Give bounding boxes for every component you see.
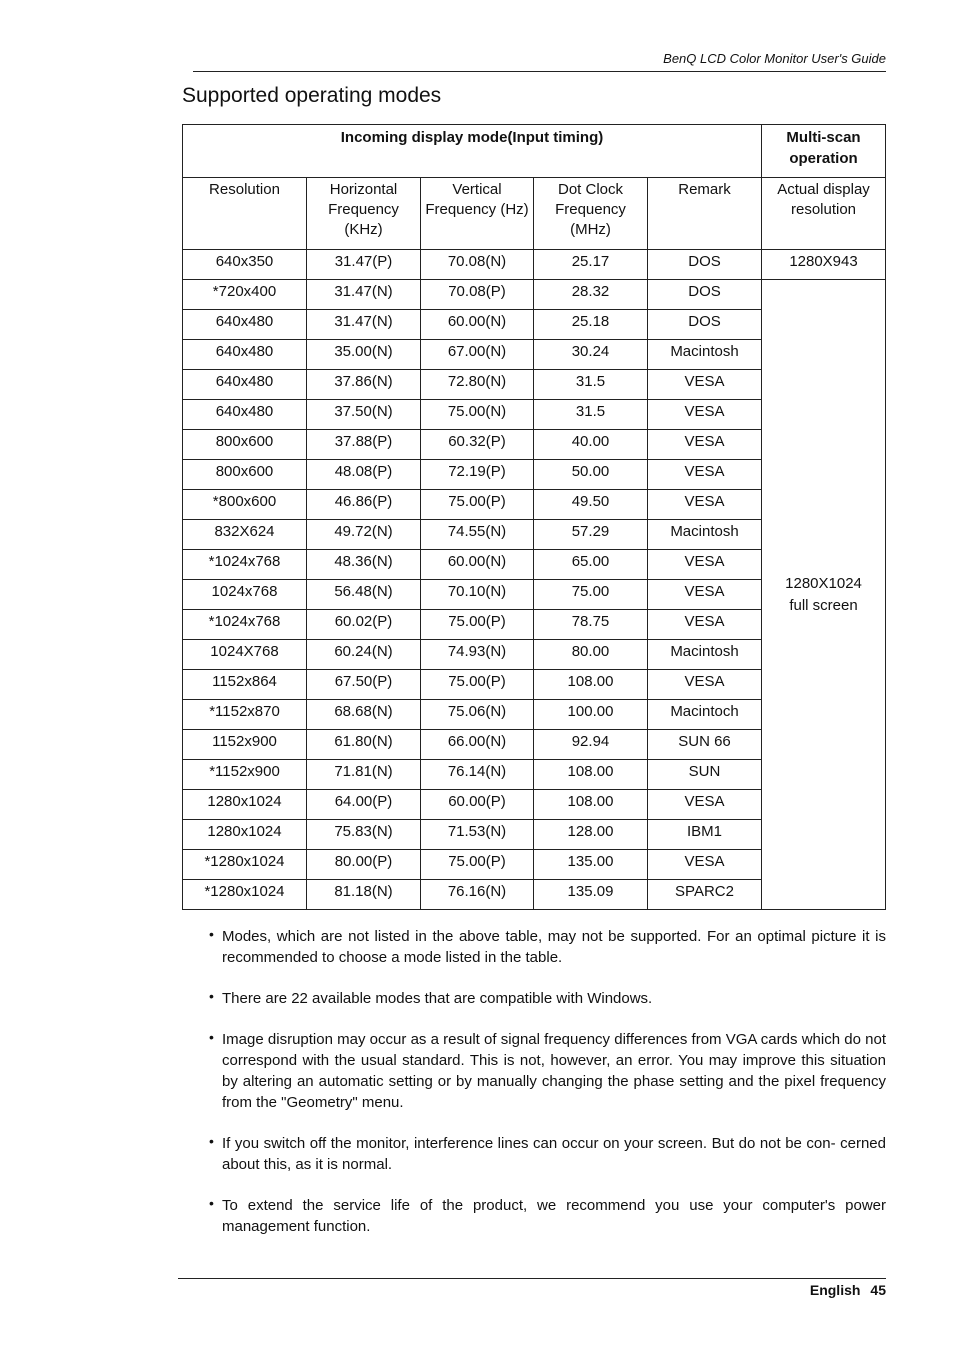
cell-horizontal-frequency: 46.86(P) (307, 490, 421, 520)
cell-horizontal-frequency: 81.18(N) (307, 880, 421, 910)
cell-remark: IBM1 (648, 820, 762, 850)
cell-dot-clock: 108.00 (534, 790, 648, 820)
cell-horizontal-frequency: 60.24(N) (307, 640, 421, 670)
cell-dot-clock: 65.00 (534, 550, 648, 580)
cell-dot-clock: 135.00 (534, 850, 648, 880)
cell-vertical-frequency: 75.00(P) (421, 850, 534, 880)
cell-horizontal-frequency: 67.50(P) (307, 670, 421, 700)
cell-resolution: 1280x1024 (183, 820, 307, 850)
cell-horizontal-frequency: 48.36(N) (307, 550, 421, 580)
cell-actual-resolution: 1280X943 (762, 250, 886, 280)
cell-remark: VESA (648, 370, 762, 400)
cell-remark: VESA (648, 580, 762, 610)
cell-dot-clock: 57.29 (534, 520, 648, 550)
note-text: To extend the service life of the product, we recommend you use your computer's power management function. (222, 1197, 886, 1235)
note-item (207, 1195, 886, 1237)
cell-dot-clock: 40.00 (534, 430, 648, 460)
incoming-mode-header: Incoming display mode(Input timing) (183, 125, 762, 178)
cell-resolution: 1152x864 (183, 670, 307, 700)
cell-resolution: *720x400 (183, 280, 307, 310)
cell-resolution: 640x480 (183, 370, 307, 400)
bullet-icon: • (209, 1195, 214, 1211)
merged-resolution-text: 1280X1024 (785, 575, 862, 592)
cell-dot-clock: 49.50 (534, 490, 648, 520)
cell-vertical-frequency: 71.53(N) (421, 820, 534, 850)
cell-remark: VESA (648, 850, 762, 880)
cell-remark: Macintoch (648, 700, 762, 730)
column-header-vertical-frequency: Vertical Frequency (Hz) (421, 178, 534, 250)
cell-remark: SUN 66 (648, 730, 762, 760)
table-column-header-row (183, 178, 886, 250)
cell-horizontal-frequency: 37.86(N) (307, 370, 421, 400)
cell-vertical-frequency: 75.00(P) (421, 610, 534, 640)
cell-remark: VESA (648, 490, 762, 520)
column-header-remark: Remark (648, 178, 762, 250)
cell-dot-clock: 100.00 (534, 700, 648, 730)
cell-remark: VESA (648, 610, 762, 640)
cell-vertical-frequency: 75.00(P) (421, 490, 534, 520)
cell-horizontal-frequency: 31.47(P) (307, 250, 421, 280)
table-body (183, 125, 886, 910)
page-number: 45 (870, 1282, 886, 1298)
cell-resolution: 1024x768 (183, 580, 307, 610)
cell-remark: Macintosh (648, 520, 762, 550)
note-text: There are 22 available modes that are compatible with Windows. (222, 990, 653, 1007)
cell-horizontal-frequency: 31.47(N) (307, 280, 421, 310)
cell-dot-clock: 50.00 (534, 460, 648, 490)
column-header-dot-clock: Dot Clock Frequency (MHz) (534, 178, 648, 250)
cell-vertical-frequency: 60.32(P) (421, 430, 534, 460)
cell-resolution: *1280x1024 (183, 850, 307, 880)
cell-resolution: 800x600 (183, 430, 307, 460)
cell-horizontal-frequency: 56.48(N) (307, 580, 421, 610)
cell-vertical-frequency: 67.00(N) (421, 340, 534, 370)
cell-vertical-frequency: 75.00(N) (421, 400, 534, 430)
cell-horizontal-frequency: 48.08(P) (307, 460, 421, 490)
cell-horizontal-frequency: 75.83(N) (307, 820, 421, 850)
cell-vertical-frequency: 72.80(N) (421, 370, 534, 400)
cell-vertical-frequency: 60.00(N) (421, 310, 534, 340)
cell-vertical-frequency: 76.14(N) (421, 760, 534, 790)
cell-resolution: *1024x768 (183, 550, 307, 580)
cell-resolution: *800x600 (183, 490, 307, 520)
cell-resolution: *1152x870 (183, 700, 307, 730)
cell-horizontal-frequency: 35.00(N) (307, 340, 421, 370)
bullet-icon: • (209, 926, 214, 942)
cell-resolution: 640x480 (183, 310, 307, 340)
column-header-actual-resolution: Actual display resolution (762, 178, 886, 250)
cell-dot-clock: 25.17 (534, 250, 648, 280)
cell-resolution: *1280x1024 (183, 880, 307, 910)
table-group-header-row (183, 125, 886, 178)
cell-remark: DOS (648, 280, 762, 310)
cell-remark: VESA (648, 670, 762, 700)
cell-vertical-frequency: 72.19(P) (421, 460, 534, 490)
merged-mode-text: full screen (789, 597, 858, 614)
cell-vertical-frequency: 70.08(P) (421, 280, 534, 310)
header-rule (193, 71, 886, 72)
column-header-resolution: Resolution (183, 178, 307, 250)
note-text: Modes, which are not listed in the above table, may not be supported. For an optimal picture it is recommended to choose a mode listed in the table. (222, 928, 886, 966)
cell-resolution: 1280x1024 (183, 790, 307, 820)
cell-dot-clock: 30.24 (534, 340, 648, 370)
cell-resolution: 1024X768 (183, 640, 307, 670)
cell-remark: VESA (648, 430, 762, 460)
cell-remark: VESA (648, 400, 762, 430)
cell-resolution: 640x350 (183, 250, 307, 280)
cell-remark: SUN (648, 760, 762, 790)
cell-remark: DOS (648, 310, 762, 340)
running-head: BenQ LCD Color Monitor User's Guide (663, 51, 886, 66)
cell-remark: Macintosh (648, 340, 762, 370)
table-row (183, 250, 886, 280)
page-footer (700, 1282, 886, 1298)
table-row (183, 280, 886, 310)
bullet-icon: • (209, 988, 214, 1004)
cell-vertical-frequency: 66.00(N) (421, 730, 534, 760)
cell-dot-clock: 80.00 (534, 640, 648, 670)
multiscan-header: Multi-scan operation (762, 125, 886, 178)
cell-horizontal-frequency: 68.68(N) (307, 700, 421, 730)
cell-dot-clock: 92.94 (534, 730, 648, 760)
cell-dot-clock: 108.00 (534, 670, 648, 700)
cell-remark: DOS (648, 250, 762, 280)
cell-dot-clock: 31.5 (534, 370, 648, 400)
cell-vertical-frequency: 70.08(N) (421, 250, 534, 280)
cell-horizontal-frequency: 61.80(N) (307, 730, 421, 760)
cell-horizontal-frequency: 80.00(P) (307, 850, 421, 880)
cell-remark: VESA (648, 550, 762, 580)
note-item (207, 1029, 886, 1113)
cell-resolution: 640x480 (183, 400, 307, 430)
cell-resolution: *1152x900 (183, 760, 307, 790)
cell-dot-clock: 25.18 (534, 310, 648, 340)
notes-list (207, 926, 886, 1257)
note-item (207, 926, 886, 968)
cell-horizontal-frequency: 31.47(N) (307, 310, 421, 340)
cell-horizontal-frequency: 60.02(P) (307, 610, 421, 640)
cell-dot-clock: 75.00 (534, 580, 648, 610)
footer-rule (178, 1278, 886, 1279)
footer-language: English (809, 1282, 861, 1298)
cell-dot-clock: 78.75 (534, 610, 648, 640)
cell-resolution: 640x480 (183, 340, 307, 370)
note-text: If you switch off the monitor, interference lines can occur on your screen. But do not be con- cerned about this, as it is normal. (222, 1135, 886, 1173)
cell-dot-clock: 28.32 (534, 280, 648, 310)
cell-remark: VESA (648, 790, 762, 820)
cell-resolution: 800x600 (183, 460, 307, 490)
cell-dot-clock: 108.00 (534, 760, 648, 790)
cell-dot-clock: 135.09 (534, 880, 648, 910)
cell-horizontal-frequency: 71.81(N) (307, 760, 421, 790)
cell-vertical-frequency: 60.00(N) (421, 550, 534, 580)
cell-horizontal-frequency: 37.50(N) (307, 400, 421, 430)
cell-vertical-frequency: 70.10(N) (421, 580, 534, 610)
cell-resolution: 1152x900 (183, 730, 307, 760)
cell-resolution: *1024x768 (183, 610, 307, 640)
cell-dot-clock: 31.5 (534, 400, 648, 430)
cell-horizontal-frequency: 49.72(N) (307, 520, 421, 550)
operating-modes-table (182, 124, 886, 910)
cell-vertical-frequency: 60.00(P) (421, 790, 534, 820)
cell-remark: Macintosh (648, 640, 762, 670)
cell-vertical-frequency: 76.16(N) (421, 880, 534, 910)
cell-horizontal-frequency: 37.88(P) (307, 430, 421, 460)
cell-vertical-frequency: 75.06(N) (421, 700, 534, 730)
cell-horizontal-frequency: 64.00(P) (307, 790, 421, 820)
cell-actual-resolution-merged (762, 280, 886, 910)
note-item (207, 1133, 886, 1175)
cell-dot-clock: 128.00 (534, 820, 648, 850)
note-item (207, 988, 886, 1009)
section-title: Supported operating modes (182, 84, 442, 107)
note-text: Image disruption may occur as a result of signal frequency differences from VGA cards which do not correspond with the usual standard. This is not, however, an error. You may improve this situation by altering an automatic setting or by manually changing the phase setting and the pixel frequency from the "Geometry" menu. (222, 1031, 886, 1111)
cell-vertical-frequency: 75.00(P) (421, 670, 534, 700)
cell-resolution: 832X624 (183, 520, 307, 550)
cell-vertical-frequency: 74.55(N) (421, 520, 534, 550)
cell-remark: SPARC2 (648, 880, 762, 910)
bullet-icon: • (209, 1133, 214, 1149)
cell-remark: VESA (648, 460, 762, 490)
bullet-icon: • (209, 1029, 214, 1045)
cell-vertical-frequency: 74.93(N) (421, 640, 534, 670)
column-header-horizontal-frequency: Horizontal Frequency (KHz) (307, 178, 421, 250)
